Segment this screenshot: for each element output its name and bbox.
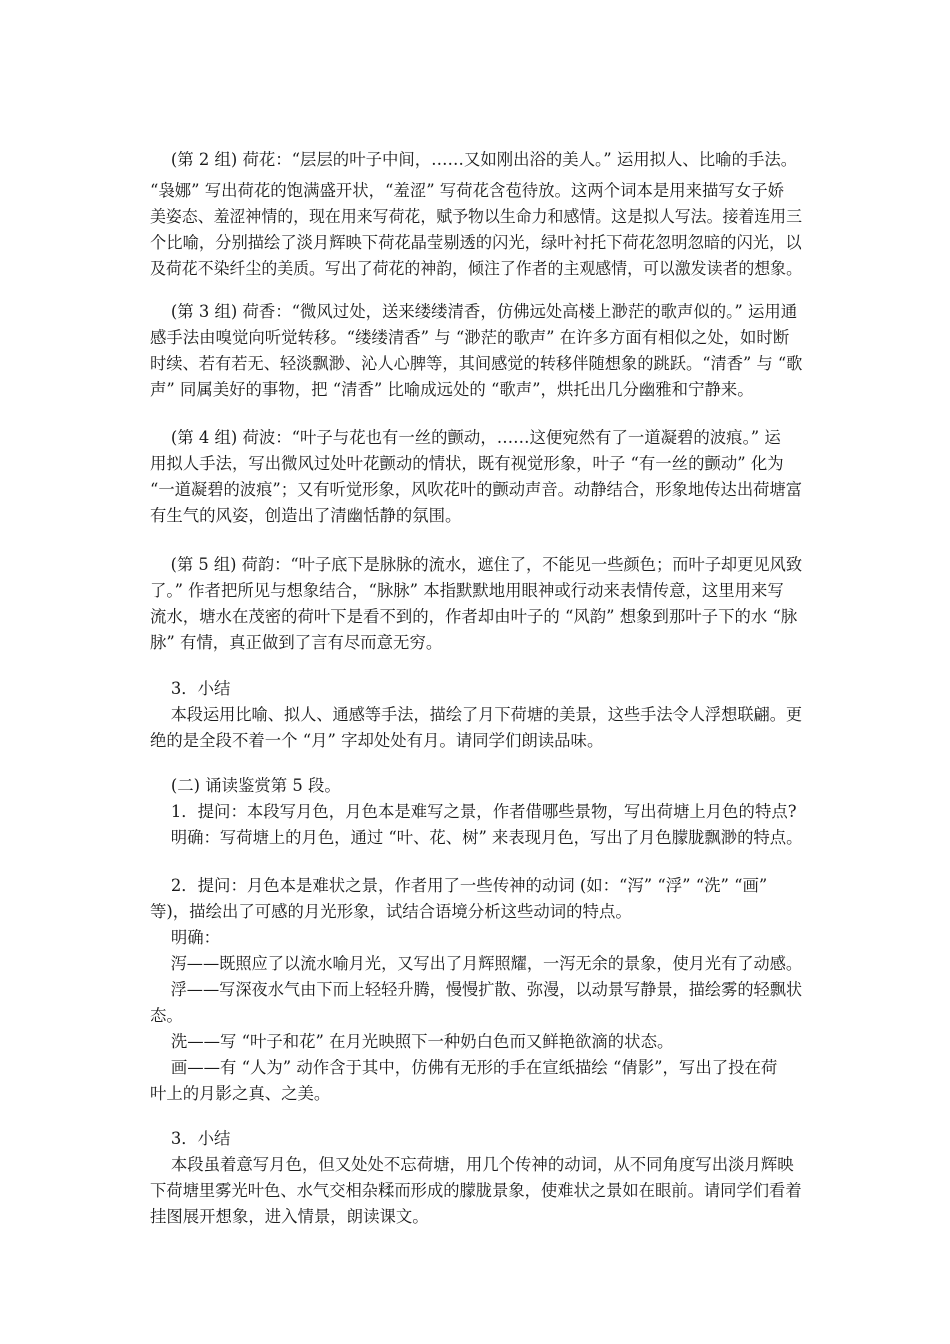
text-line: 明确： bbox=[150, 928, 221, 947]
text-line: (第 2 组) 荷花：“层层的叶子中间，……又如刚出浴的美人。” 运用拟人、比喻的手法。 bbox=[150, 150, 798, 169]
text-line: 洗——写 “叶子和花” 在月光映照下一种奶白色而又鲜艳欲滴的状态。 bbox=[150, 1032, 674, 1051]
text-line: 绝的是全段不着一个 “月” 字却处处有月。请同学们朗读品味。 bbox=[150, 731, 604, 750]
text-line: 泻——既照应了以流水喻月光，又写出了月辉照耀，一泻无余的景象，使月光有了动感。 bbox=[150, 954, 803, 973]
text-line: 流水，塘水在茂密的荷叶下是看不到的，作者却由叶子的 “风韵” 想象到那叶子下的水 “脉 bbox=[150, 607, 798, 626]
text-line: “一道凝碧的波痕”；又有听觉形象，风吹花叶的颤动声音。动静结合，形象地传达出荷塘富 bbox=[150, 480, 802, 499]
text-line: (第 5 组) 荷韵：“叶子底下是脉脉的流水，遮住了，不能见一些颜色；而叶子却更见风致 bbox=[150, 555, 803, 574]
text-line: 1．提问：本段写月色，月色本是难写之景，作者借哪些景物，写出荷塘上月色的特点? bbox=[150, 802, 797, 821]
text-line: 本段虽着意写月色，但又处处不忘荷塘，用几个传神的动词，从不同角度写出淡月辉映 bbox=[150, 1155, 794, 1174]
section-heading: (二) 诵读鉴赏第 5 段。 bbox=[150, 776, 341, 795]
section-heading: 3．小结 bbox=[150, 679, 231, 698]
text-line: 挂图展开想象，进入情景，朗读课文。 bbox=[150, 1207, 429, 1226]
text-line: 明确：写荷塘上的月色，通过 “叶、花、树” 来表现月色，写出了月色朦胧飘渺的特点。 bbox=[150, 828, 803, 847]
text-line: 时续、若有若无、轻淡飘渺、沁人心脾等，其间感觉的转移伴随想象的跳跃。“清香” 与 “歌 bbox=[150, 354, 803, 373]
text-line: 本段运用比喻、拟人、通感等手法，描绘了月下荷塘的美景，这些手法令人浮想联翩。更 bbox=[150, 705, 803, 724]
text-line: 有生气的风姿，创造出了清幽恬静的氛围。 bbox=[150, 506, 462, 525]
text-line: 了。” 作者把所见与想象结合，“脉脉” 本指默默地用眼神或行动来表情传意，这里用来写 bbox=[150, 581, 784, 600]
text-line: 个比喻，分别描绘了淡月辉映下荷花晶莹剔透的闪光，绿叶衬托下荷花忽明忽暗的闪光，以 bbox=[150, 233, 802, 252]
text-line: 脉” 有情，真正做到了言有尽而意无穷。 bbox=[150, 633, 443, 652]
text-line: 叶上的月影之真、之美。 bbox=[150, 1084, 331, 1103]
text-line: (第 4 组) 荷波：“叶子与花也有一丝的颤动，……这便宛然有了一道凝碧的波痕。” 运 bbox=[150, 428, 781, 447]
text-line: 美姿态、羞涩神情的，现在用来写荷花，赋予物以生命力和感情。这是拟人写法。接着连用三 bbox=[150, 207, 802, 226]
text-line: 态。 bbox=[150, 1006, 183, 1025]
section-heading: 3．小结 bbox=[150, 1129, 231, 1148]
text-line: (第 3 组) 荷香：“微风过处，送来缕缕清香，仿佛远处高楼上渺茫的歌声似的。” 运用通 bbox=[150, 302, 798, 321]
text-line: 及荷花不染纤尘的美质。写出了荷花的神韵，倾注了作者的主观感情，可以激发读者的想象。 bbox=[150, 259, 802, 278]
text-line: 等)，描绘出了可感的月光形象，试结合语境分析这些动词的特点。 bbox=[150, 902, 632, 921]
text-line: 感手法由嗅觉向听觉转移。“缕缕清香” 与 “渺茫的歌声” 在许多方面有相似之处，如时断 bbox=[150, 328, 790, 347]
text-line: 用拟人手法，写出微风过处叶花颤动的情状，既有视觉形象，叶子 “有一丝的颤动” 化为 bbox=[150, 454, 784, 473]
text-line: 浮——写深夜水气由下而上轻轻升腾，慢慢扩散、弥漫，以动景写静景，描绘雾的轻飘状 bbox=[150, 980, 803, 999]
text-line: 2．提问：月色本是难状之景，作者用了一些传神的动词 (如：“泻” “浮” “洗” “画” bbox=[150, 876, 768, 895]
text-line: 声” 同属美好的事物，把 “清香” 比喻成远处的 “歌声”，烘托出几分幽雅和宁静来。 bbox=[150, 380, 754, 399]
text-line: 画——有 “人为” 动作含于其中，仿佛有无形的手在宣纸描绘 “倩影”，写出了投在荷 bbox=[150, 1058, 778, 1077]
text-line: “袅娜” 写出荷花的饱满盛开状，“羞涩” 写荷花含苞待放。这两个词本是用来描写女子娇 bbox=[150, 181, 784, 200]
text-line: 下荷塘里雾光叶色、水气交相杂糅而形成的朦胧景象，使难状之景如在眼前。请同学们看着 bbox=[150, 1181, 802, 1200]
